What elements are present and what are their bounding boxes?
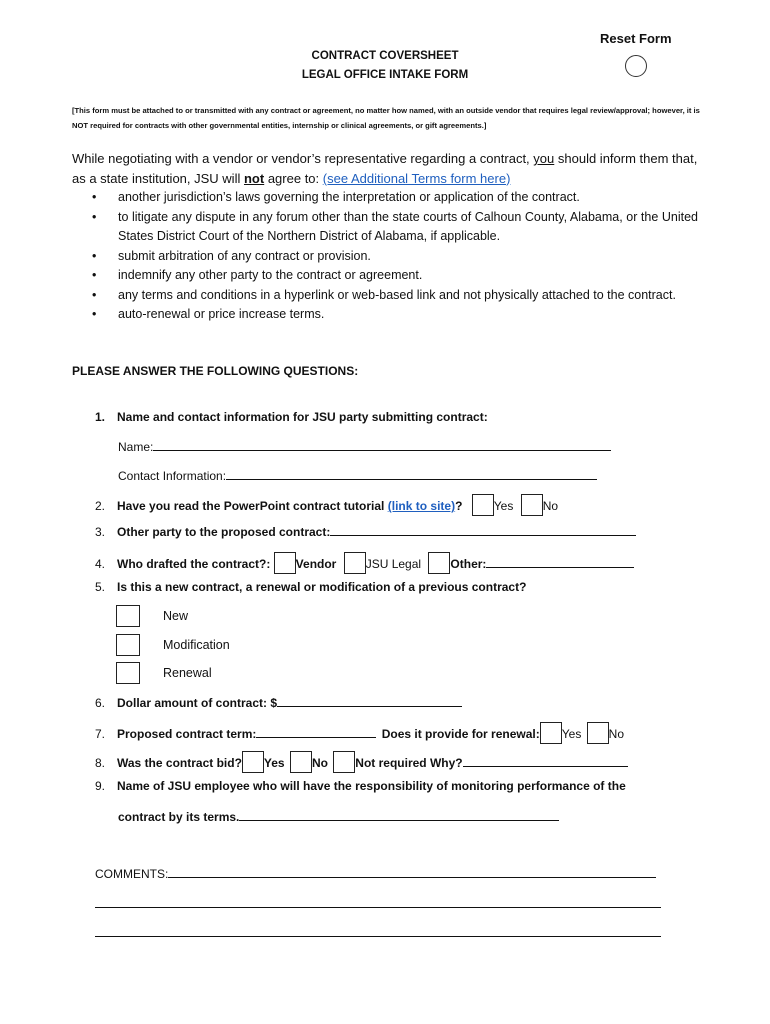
list-item: • another jurisdiction’s laws governing the interpretation or application of the contract.: [92, 188, 698, 208]
question-mark: ?: [455, 499, 463, 513]
modification-checkbox[interactable]: [116, 634, 140, 656]
name-row: [118, 438, 611, 454]
form-notice: [This form must be attached to or transmitted with any contract or agreement, no matter how named, with an outside vendor that requires legal review/approval; however, it is NOT required for contracts with other governmental entities, internship or clinical agreements, or gift agreements.]: [72, 106, 700, 130]
additional-terms-link[interactable]: (see Additional Terms form here): [322, 170, 511, 186]
comments-line[interactable]: [95, 936, 661, 937]
new-checkbox[interactable]: [116, 605, 140, 627]
question-9: [95, 779, 626, 793]
list-item: • indemnify any other party to the contract or agreement.: [92, 266, 698, 286]
comments-row: [95, 865, 656, 881]
comments-label: COMMENTS:: [95, 867, 169, 881]
bid-yes-checkbox[interactable]: [242, 751, 264, 773]
modification-label: Modification: [163, 638, 230, 652]
other-checkbox[interactable]: [428, 552, 450, 574]
question-6: [95, 694, 462, 710]
question-text: Name of JSU employee who will have the responsibility of monitoring performance of the: [117, 779, 626, 793]
other-party-field[interactable]: [330, 523, 636, 536]
bid-not-required-checkbox[interactable]: [333, 751, 355, 773]
not-required-label: Not required Why?: [355, 756, 463, 770]
question-text: Name and contact information for JSU party submitting contract:: [117, 410, 488, 424]
name-label: Name:: [118, 440, 154, 454]
questions-heading: PLEASE ANSWER THE FOLLOWING QUESTIONS:: [72, 364, 359, 378]
dollar-amount-field[interactable]: [277, 694, 462, 707]
renewal-no-checkbox[interactable]: [587, 722, 609, 744]
question-8: [95, 751, 628, 773]
question-4: [95, 552, 634, 574]
why-field[interactable]: [463, 754, 628, 767]
intro-not: not: [243, 170, 265, 186]
jsu-legal-label: JSU Legal: [365, 557, 422, 571]
yes-label: Yes: [561, 727, 582, 741]
question-text: Who drafted the contract?:: [117, 557, 271, 571]
new-label: New: [163, 609, 189, 623]
form-title: CONTRACT COVERSHEET: [311, 50, 459, 62]
question-text-cont: contract by its terms.: [118, 810, 240, 824]
jsu-legal-checkbox[interactable]: [344, 552, 366, 574]
question-number: 8.: [95, 756, 106, 770]
question-number: 4.: [95, 557, 106, 571]
contact-row: [118, 467, 597, 483]
no-checkbox[interactable]: [521, 494, 543, 516]
yes-checkbox[interactable]: [472, 494, 494, 516]
list-item: • submit arbitration of any contract or provision.: [92, 247, 698, 267]
list-item: • any terms and conditions in a hyperlink or web-based link and not physically attached to the contract.: [92, 286, 698, 306]
yes-label: Yes: [263, 756, 285, 770]
reset-form-label: Reset Form: [600, 31, 672, 46]
intro-you: you: [533, 151, 555, 166]
question-5: [95, 580, 526, 594]
question-number: 1.: [95, 410, 106, 424]
question-text: Dollar amount of contract: $: [117, 696, 278, 710]
question-number: 5.: [95, 580, 106, 594]
name-field[interactable]: [153, 438, 611, 451]
comments-line[interactable]: [95, 907, 661, 908]
contact-field[interactable]: [226, 467, 597, 480]
question-number: 7.: [95, 727, 106, 741]
question-number: 2.: [95, 499, 106, 513]
renewal-yes-checkbox[interactable]: [540, 722, 562, 744]
intro-part2: should inform them that, as a state institution, JSU will: [72, 151, 698, 186]
question-text: Was the contract bid?: [117, 756, 242, 770]
comments-field[interactable]: [168, 865, 656, 878]
vendor-label: Vendor: [295, 557, 337, 571]
renewal-checkbox[interactable]: [116, 662, 140, 684]
no-label: No: [608, 727, 625, 741]
no-label: No: [542, 499, 559, 513]
renewal-label: Renewal: [163, 666, 212, 680]
question-7: [95, 722, 624, 744]
intro-part3: agree to:: [267, 170, 320, 186]
list-item: • auto-renewal or price increase terms.: [92, 305, 698, 325]
list-item: • to litigate any dispute in any forum other than the state courts of Calhoun County, Alabama, or the United States District Court of the Northern District of Alabama, if applicable.: [92, 208, 698, 247]
intro-paragraph: [72, 149, 698, 188]
question-2: [95, 494, 558, 516]
question-1: [95, 410, 488, 424]
question-3: [95, 523, 636, 539]
question-9-cont: [118, 808, 559, 824]
tutorial-link[interactable]: (link to site): [387, 499, 456, 513]
bid-no-checkbox[interactable]: [290, 751, 312, 773]
intro-part1: While negotiating with a vendor or vendor’s representative regarding a contract,: [72, 151, 530, 166]
question-text: Proposed contract term:: [117, 727, 257, 741]
question-text: Is this a new contract, a renewal or modification of a previous contract?: [117, 580, 527, 594]
employee-name-field[interactable]: [239, 808, 559, 821]
restriction-list: [92, 188, 698, 325]
contact-label: Contact Information:: [118, 469, 227, 483]
question-number: 3.: [95, 525, 106, 539]
no-label: No: [311, 756, 328, 770]
contract-term-field[interactable]: [256, 725, 376, 738]
form-subtitle: LEGAL OFFICE INTAKE FORM: [301, 69, 469, 81]
question-text: Have you read the PowerPoint contract tutorial: [117, 499, 385, 513]
other-field[interactable]: [486, 555, 634, 568]
question-text: Other party to the proposed contract:: [117, 525, 331, 539]
other-label: Other:: [450, 557, 487, 571]
question-number: 6.: [95, 696, 106, 710]
question-number: 9.: [95, 779, 106, 793]
yes-label: Yes: [493, 499, 514, 513]
vendor-checkbox[interactable]: [274, 552, 296, 574]
renewal-question: Does it provide for renewal:: [381, 727, 540, 741]
